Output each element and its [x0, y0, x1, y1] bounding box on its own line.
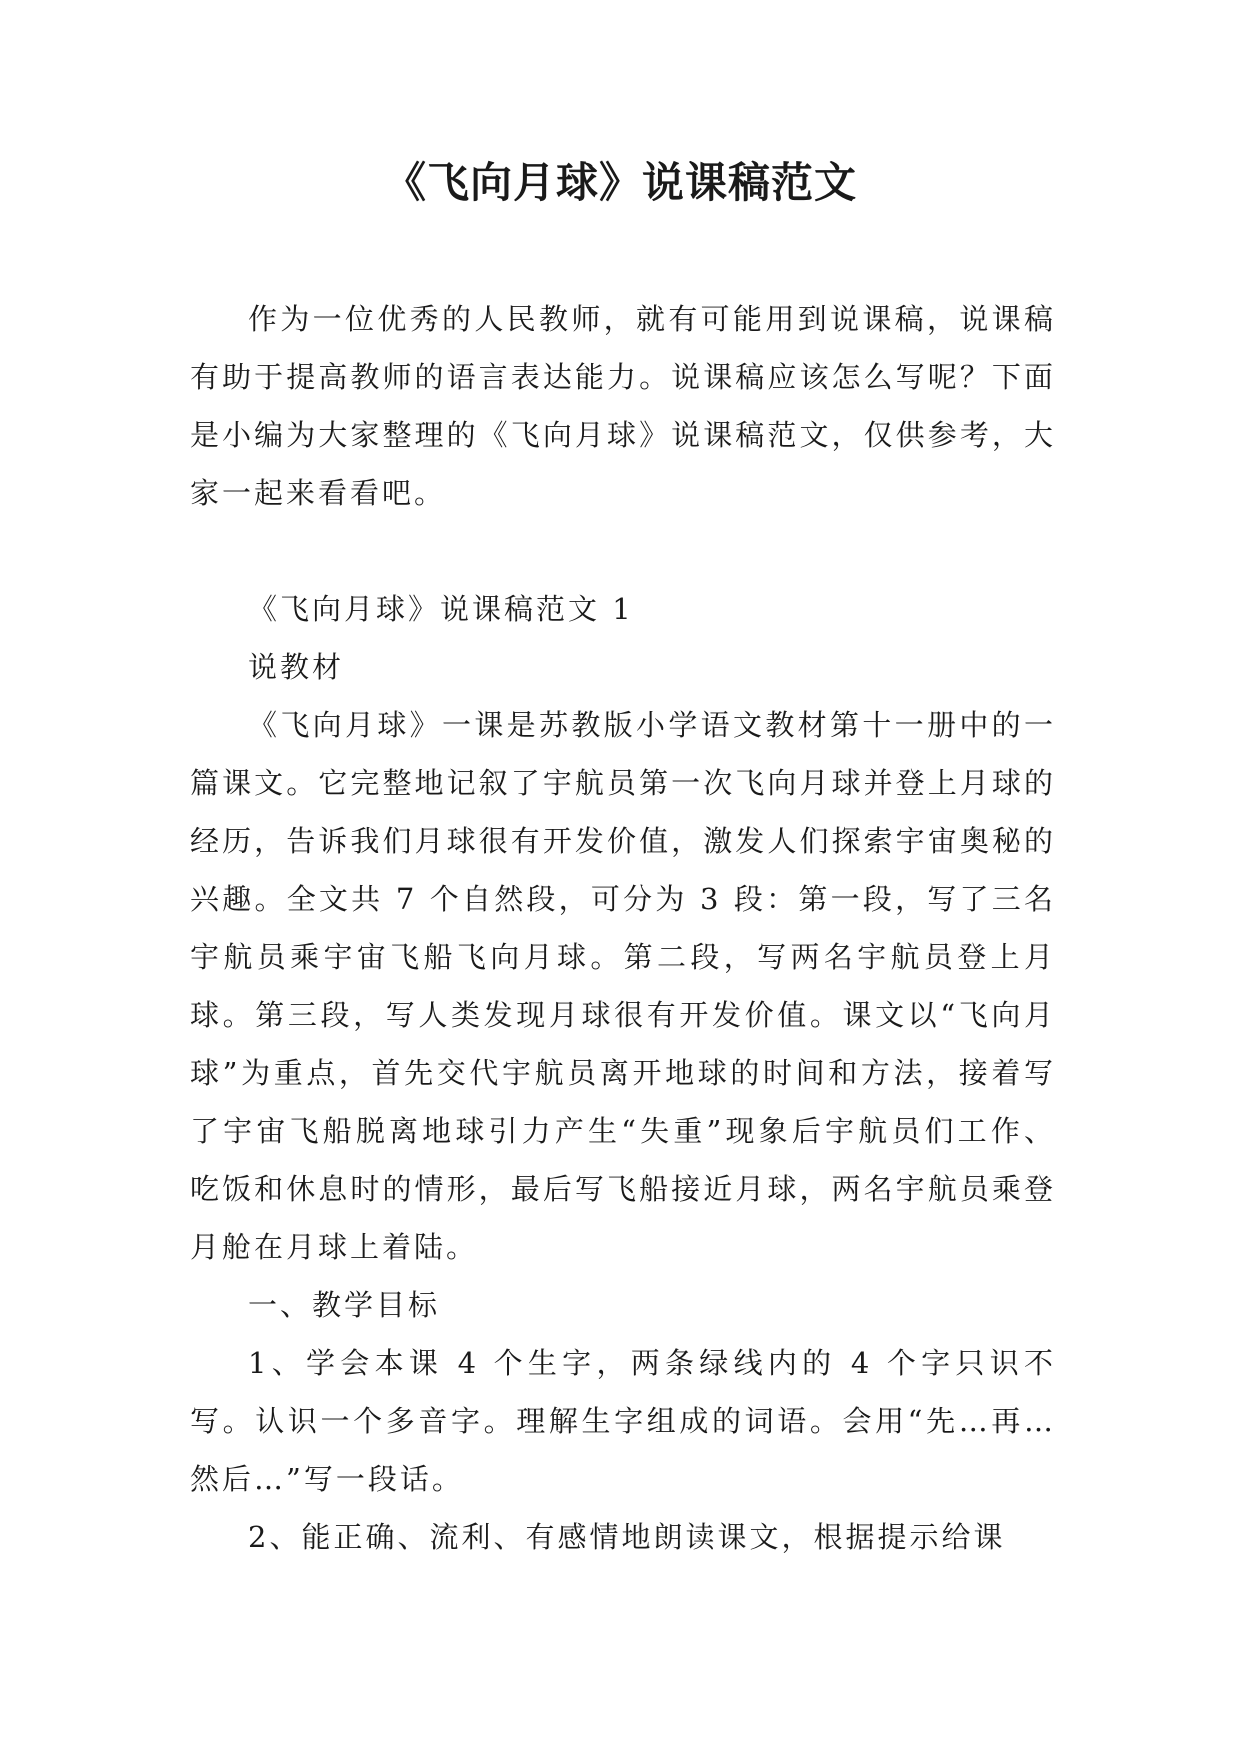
- body-paragraph: 《飞向月球》一课是苏教版小学语文教材第十一册中的一篇课文。它完整地记叙了宇航员第一次飞向月球并登上月球的经历，告诉我们月球很有开发价值，激发人们探索宇宙奥秘的兴趣。全文共 7 个自然段，可分为 3 段：第一段，写了三名宇航员乘宇宙飞船飞向月球。第二段，写两名宇航员登上月球。第三段，写人类发现月球很有开发价值。课文以“飞向月球”为重点，首先交代宇航员离开地球的时间和方法，接着写了宇宙飞船脱离地球引力产生“失重”现象后宇航员们工作、吃饭和休息时的情形，最后写飞船接近月球，两名宇航员乘登月舱在月球上着陆。: [190, 708, 1056, 1264]
- body-paragraph: 1、学会本课 4 个生字，两条绿线内的 4 个字只识不写。认识一个多音字。理解生字组成的词语。会用“先…再…然后…”写一段话。: [190, 1346, 1056, 1496]
- body-paragraph: 2、能正确、流利、有感情地朗读课文，根据提示给课: [248, 1520, 1006, 1554]
- section-heading: 《飞向月球》说课稿范文 1: [248, 592, 634, 626]
- document-body: [190, 290, 1056, 1566]
- subsection-heading: 一、教学目标: [248, 1288, 441, 1322]
- subsection-heading: 说教材: [248, 650, 345, 684]
- document-title: 《飞向月球》说课稿范文: [383, 158, 857, 207]
- intro-paragraph: 作为一位优秀的人民教师，就有可能用到说课稿，说课稿有助于提高教师的语言表达能力。说课稿应该怎么写呢？下面是小编为大家整理的《飞向月球》说课稿范文，仅供参考，大家一起来看看吧。: [190, 302, 1056, 510]
